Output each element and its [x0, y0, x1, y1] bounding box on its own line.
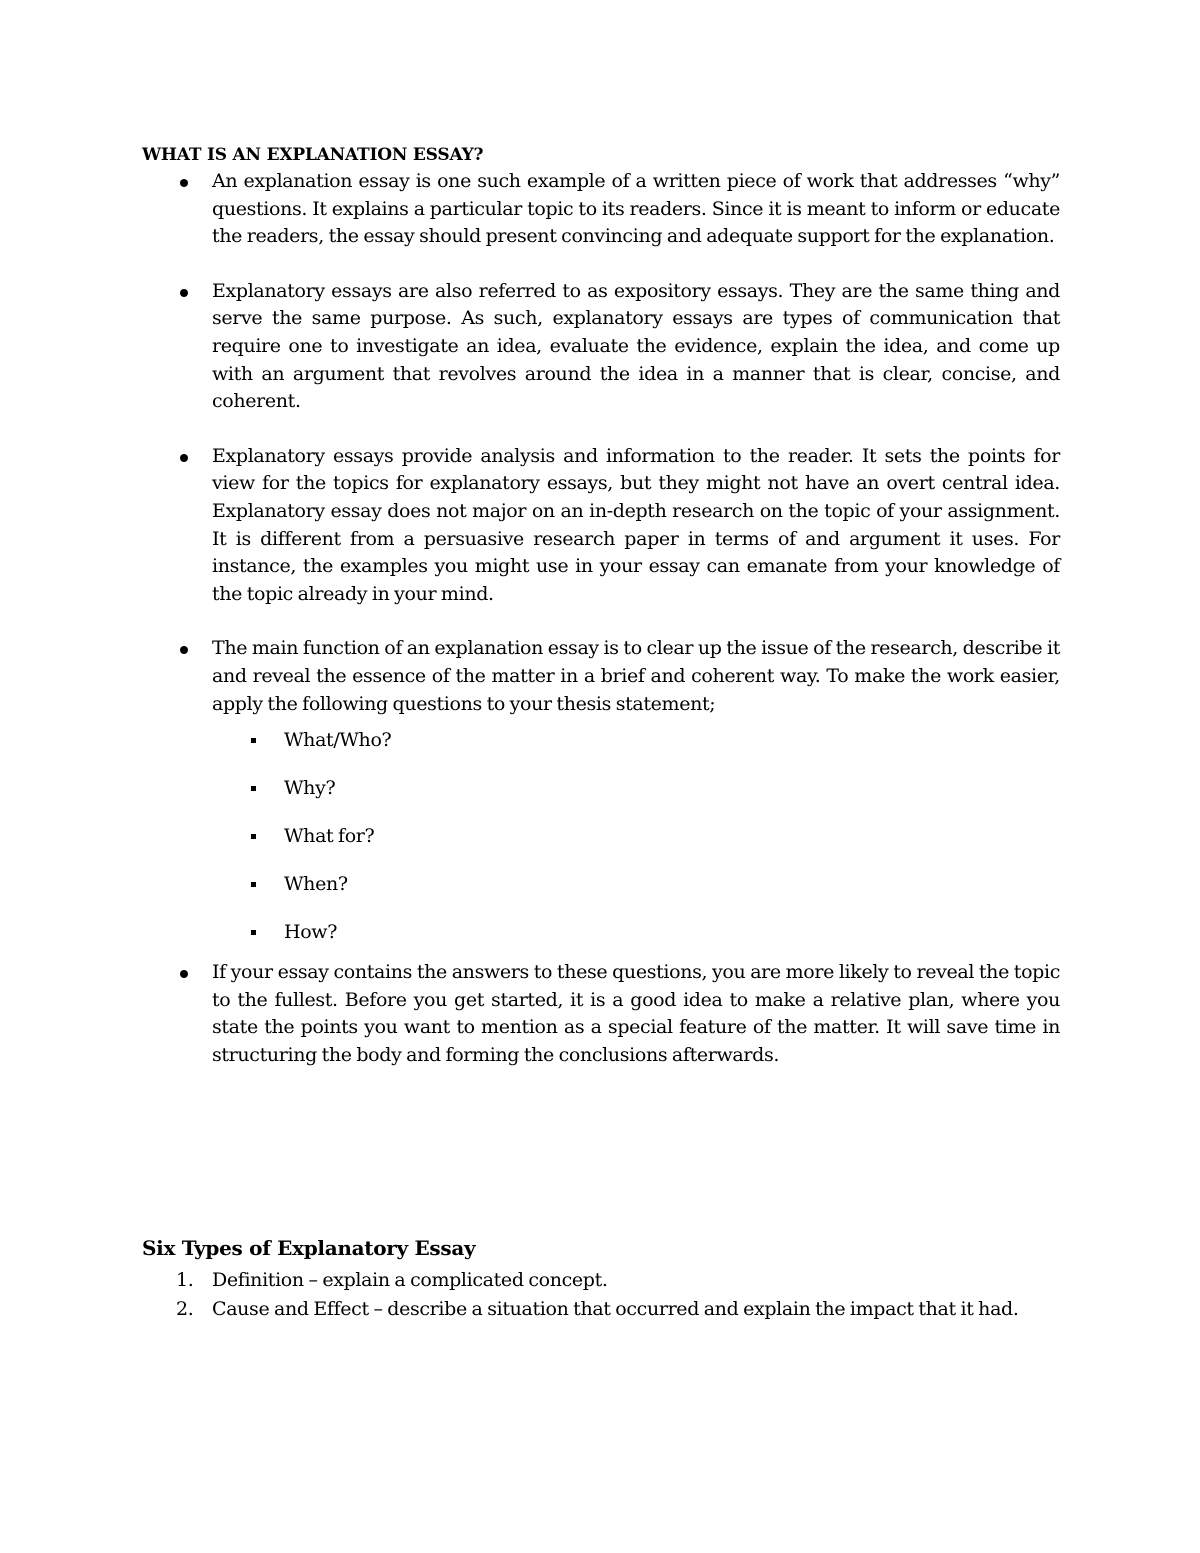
bullet-list [142, 168, 1060, 1069]
bullet-text: Explanatory essays are also referred to as expository essays. They are the same thing and serve the same purpose. As such, explanatory essays are types of communication that require one to investigate an idea, evaluate the evidence, explain the idea, and come up with an argument that revolves around the idea in a manner that is clear, concise, and coherent. [212, 279, 1060, 413]
type-number: 2. [176, 1298, 194, 1320]
square-bullet-icon [251, 834, 256, 839]
question-text: Why? [284, 777, 336, 800]
square-bullet-icon [251, 882, 256, 887]
bullet-text: The main function of an explanation essay is to clear up the issue of the research, describe it and reveal the essence of the matter in a brief and coherent way. To make the work easier, apply the following questions to your thesis statement; [212, 637, 1060, 715]
type-text: Definition – explain a complicated concept. [212, 1269, 608, 1291]
bullet-dot-icon [180, 179, 188, 187]
types-heading: Six Types of Explanatory Essay [142, 1236, 476, 1260]
bullet-dot-icon [180, 970, 188, 978]
section-heading: WHAT IS AN EXPLANATION ESSAY? [142, 145, 484, 165]
types-list [142, 1266, 1060, 1324]
question-text: What for? [284, 825, 375, 848]
question-item [212, 920, 1060, 954]
bullet-item [142, 959, 1060, 1069]
question-item [212, 824, 1060, 872]
question-text: When? [284, 873, 348, 896]
question-list [212, 728, 1060, 954]
bullet-text: If your essay contains the answers to these questions, you are more likely to reveal the topic to the fullest. Before you get started, it is a good idea to make a relative plan, where you state the points you want to mention as a special feature of the matter. It will save time in structuring the body and forming the conclusions afterwards. [212, 961, 1060, 1066]
bullet-dot-icon [180, 454, 188, 462]
square-bullet-icon [251, 930, 256, 935]
bullet-text: Explanatory essays provide analysis and information to the reader. It sets the points for view for the topics for explanatory essays, but they might not have an overt central idea. Explanatory essay does not major on an in-depth research on the topic of your assignment. It is different from a persuasive research paper in terms of and argument it uses. For instance, the examples you might use in your essay can emanate from your knowledge of the topic already in your mind. [212, 444, 1060, 605]
square-bullet-icon [251, 738, 256, 743]
question-item [212, 776, 1060, 824]
type-item [142, 1266, 1060, 1295]
type-number: 1. [176, 1269, 194, 1291]
bullet-text: An explanation essay is one such example of a written piece of work that addresses “why” questions. It explains a particular topic to its readers. Since it is meant to inform or educate the readers, the essay should present convincing and adequate support for the explanation. [212, 170, 1060, 248]
bullet-dot-icon [180, 289, 188, 297]
type-text: Cause and Effect – describe a situation that occurred and explain the impact that it had. [212, 1298, 1019, 1320]
bullet-item [142, 278, 1060, 416]
question-item [212, 728, 1060, 776]
bullet-item [142, 168, 1060, 251]
bullet-item [142, 443, 1060, 609]
type-item [142, 1295, 1060, 1324]
bullet-item [142, 635, 1060, 954]
question-text: What/Who? [284, 729, 392, 752]
question-item [212, 872, 1060, 920]
square-bullet-icon [251, 786, 256, 791]
question-text: How? [284, 921, 338, 944]
bullet-dot-icon [180, 646, 188, 654]
